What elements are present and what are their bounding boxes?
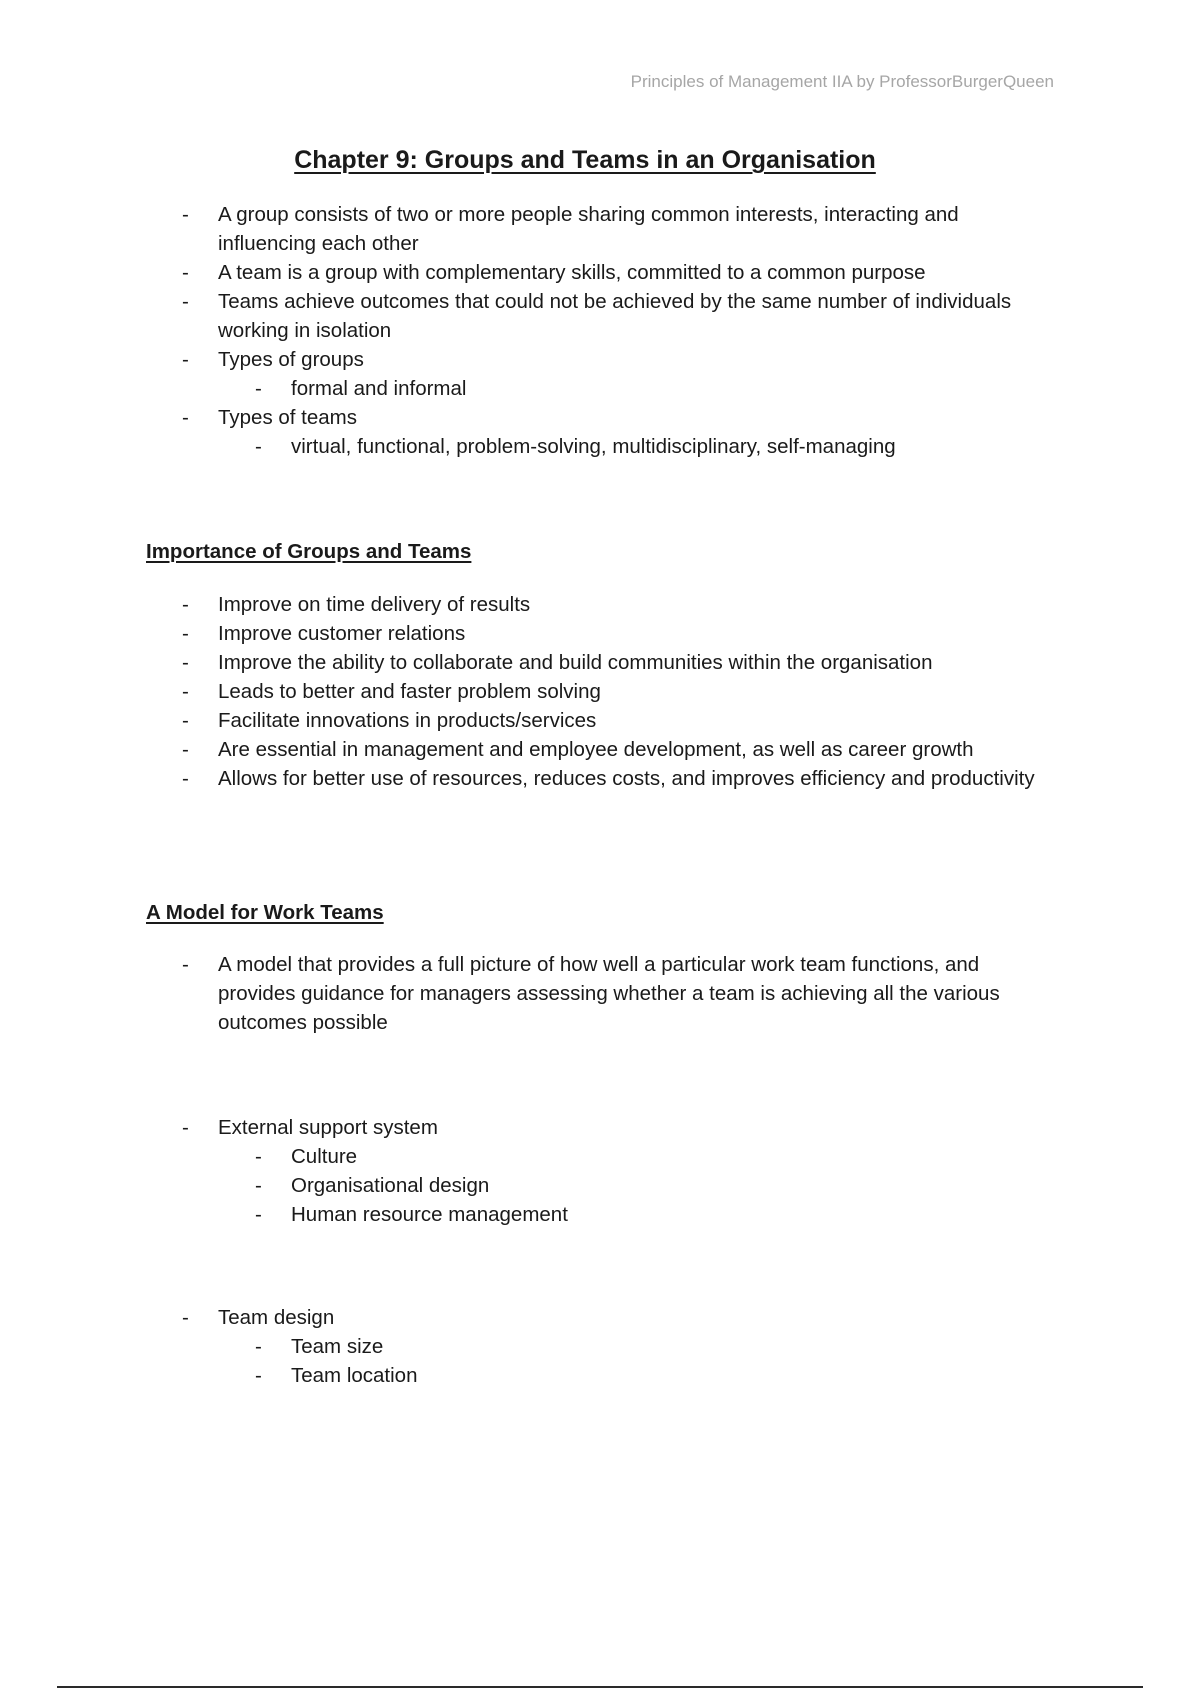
sub-list-item: - virtual, functional, problem-solving, multidisciplinary, self-managing <box>0 432 1091 461</box>
importance-list <box>0 590 1200 793</box>
list-item: - Improve on time delivery of results <box>0 590 1058 619</box>
external-support-list <box>0 1113 1200 1229</box>
sub-list-item: - Organisational design <box>0 1171 1091 1200</box>
intro-list <box>0 200 1200 461</box>
list-item: - A model that provides a full picture of how well a particular work team functions, and provides guidance for managers assessing whether a team is achieving all the various outcomes possible <box>0 950 1058 1037</box>
list-item: - A group consists of two or more people sharing common interests, interacting and influencing each other <box>0 200 1058 258</box>
list-item: - Types of teams <box>0 403 1058 432</box>
list-item: - Allows for better use of resources, reduces costs, and improves efficiency and productivity <box>0 764 1058 793</box>
list-item: - A team is a group with complementary skills, committed to a common purpose <box>0 258 1058 287</box>
page-title: Chapter 9: Groups and Teams in an Organisation <box>294 146 876 174</box>
list-item: - External support system <box>0 1113 1058 1142</box>
sub-list-item: - Team size <box>0 1332 1091 1361</box>
list-item: - Leads to better and faster problem solving <box>0 677 1058 706</box>
list-item: - Team design <box>0 1303 1058 1332</box>
sub-list-item: - Culture <box>0 1142 1091 1171</box>
list-item: - Improve customer relations <box>0 619 1058 648</box>
list-item: - Types of groups <box>0 345 1058 374</box>
model-description-list <box>0 950 1200 1037</box>
sub-list-item: - Team location <box>0 1361 1091 1390</box>
team-design-list <box>0 1303 1200 1390</box>
list-item: - Teams achieve outcomes that could not be achieved by the same number of individuals working in isolation <box>0 287 1058 345</box>
sub-list-item: - Human resource management <box>0 1200 1091 1229</box>
sub-list-item: - formal and informal <box>0 374 1091 403</box>
bottom-divider <box>57 1686 1143 1688</box>
list-item: - Are essential in management and employee development, as well as career growth <box>0 735 1058 764</box>
list-item: - Improve the ability to collaborate and build communities within the organisation <box>0 648 1058 677</box>
list-item: - Facilitate innovations in products/services <box>0 706 1058 735</box>
section-heading-importance: Importance of Groups and Teams <box>146 540 472 563</box>
header-note: Principles of Management IIA by ProfessorBurgerQueen <box>630 72 1054 91</box>
section-heading-model: A Model for Work Teams <box>146 901 384 924</box>
